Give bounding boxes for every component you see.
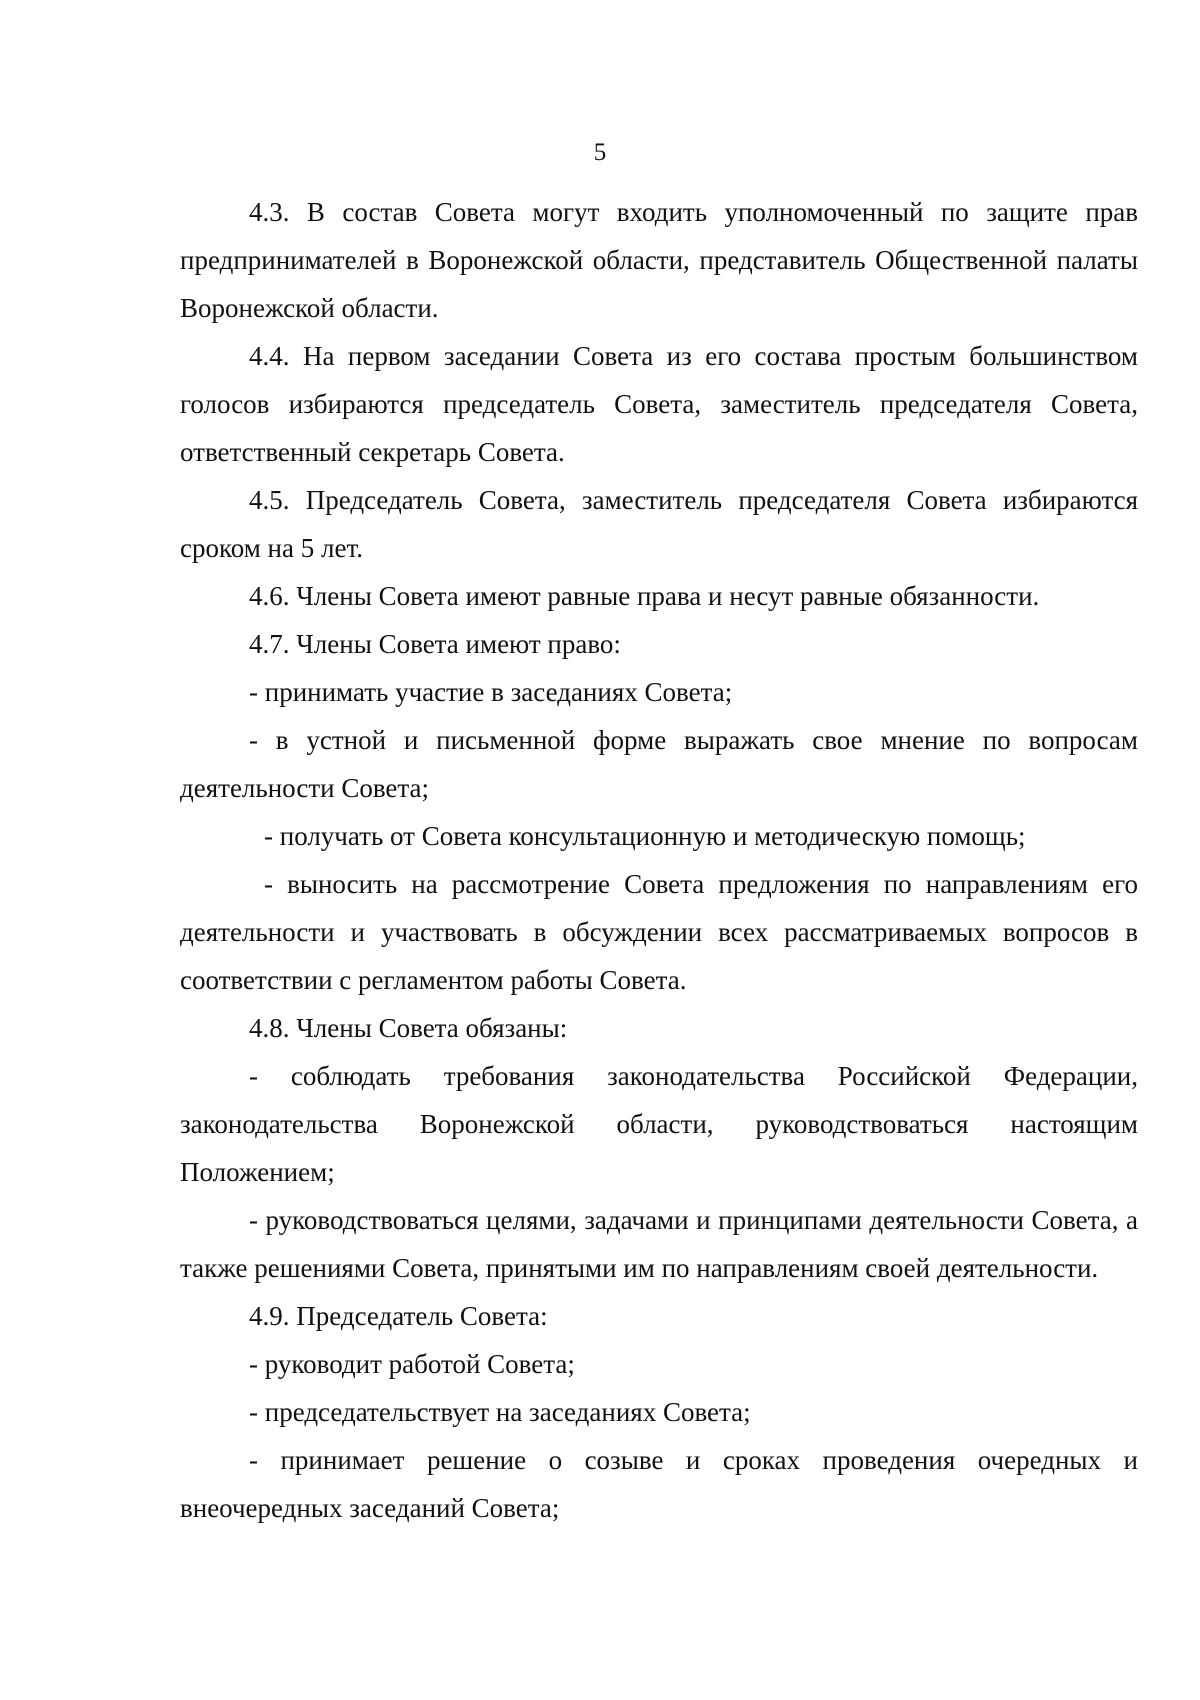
clause-4-3: 4.3. В состав Совета могут входить уполномоченный по защите прав предпринимателей в Воронежской области, представитель Общественной палаты Воронежской области. <box>180 197 1138 323</box>
rights-item-express-opinion: - в устной и письменной форме выражать свое мнение по вопросам деятельности Совета; <box>180 725 1138 803</box>
rights-item-propose: - выносить на рассмотрение Совета предложения по направлениям его деятельности и участвовать в обсуждении всех рассматриваемых вопросов в соответствии с регламентом работы Совета. <box>180 869 1138 995</box>
clause-4-9: 4.9. Председатель Совета: <box>249 1301 548 1331</box>
document-body <box>180 188 1138 1532</box>
clause-4-6: 4.6. Члены Совета имеют равные права и несут равные обязанности. <box>249 581 1040 611</box>
clause-4-5: 4.5. Председатель Совета, заместитель председателя Совета избираются сроком на 5 лет. <box>180 485 1138 563</box>
chair-item-manage: - руководит работой Совета; <box>249 1349 575 1379</box>
rights-item-receive-help: - получать от Совета консультационную и методическую помощь; <box>264 821 1026 851</box>
clause-4-4: 4.4. На первом заседании Совета из его состава простым большинством голосов избираются председатель Совета, заместитель председателя Совета, ответственный секретарь Совета. <box>180 341 1138 467</box>
clause-4-7: 4.7. Члены Совета имеют право: <box>249 629 621 659</box>
clause-4-8: 4.8. Члены Совета обязаны: <box>249 1013 568 1043</box>
duties-item-comply: - соблюдать требования законодательства Российской Федерации, законодательства Воронежской области, руководствоваться настоящим Положением; <box>180 1061 1138 1187</box>
page-number: 5 <box>593 139 607 166</box>
rights-item-participate: - принимать участие в заседаниях Совета; <box>249 677 733 707</box>
chair-item-preside: - председательствует на заседаниях Совета; <box>249 1397 751 1427</box>
duties-item-follow-goals: - руководствоваться целями, задачами и принципами деятельности Совета, а также решениями Совета, принятыми им по направлениям своей деятельности. <box>180 1205 1138 1283</box>
chair-item-convene: - принимает решение о созыве и сроках проведения очередных и внеочередных заседаний Совета; <box>180 1445 1138 1523</box>
